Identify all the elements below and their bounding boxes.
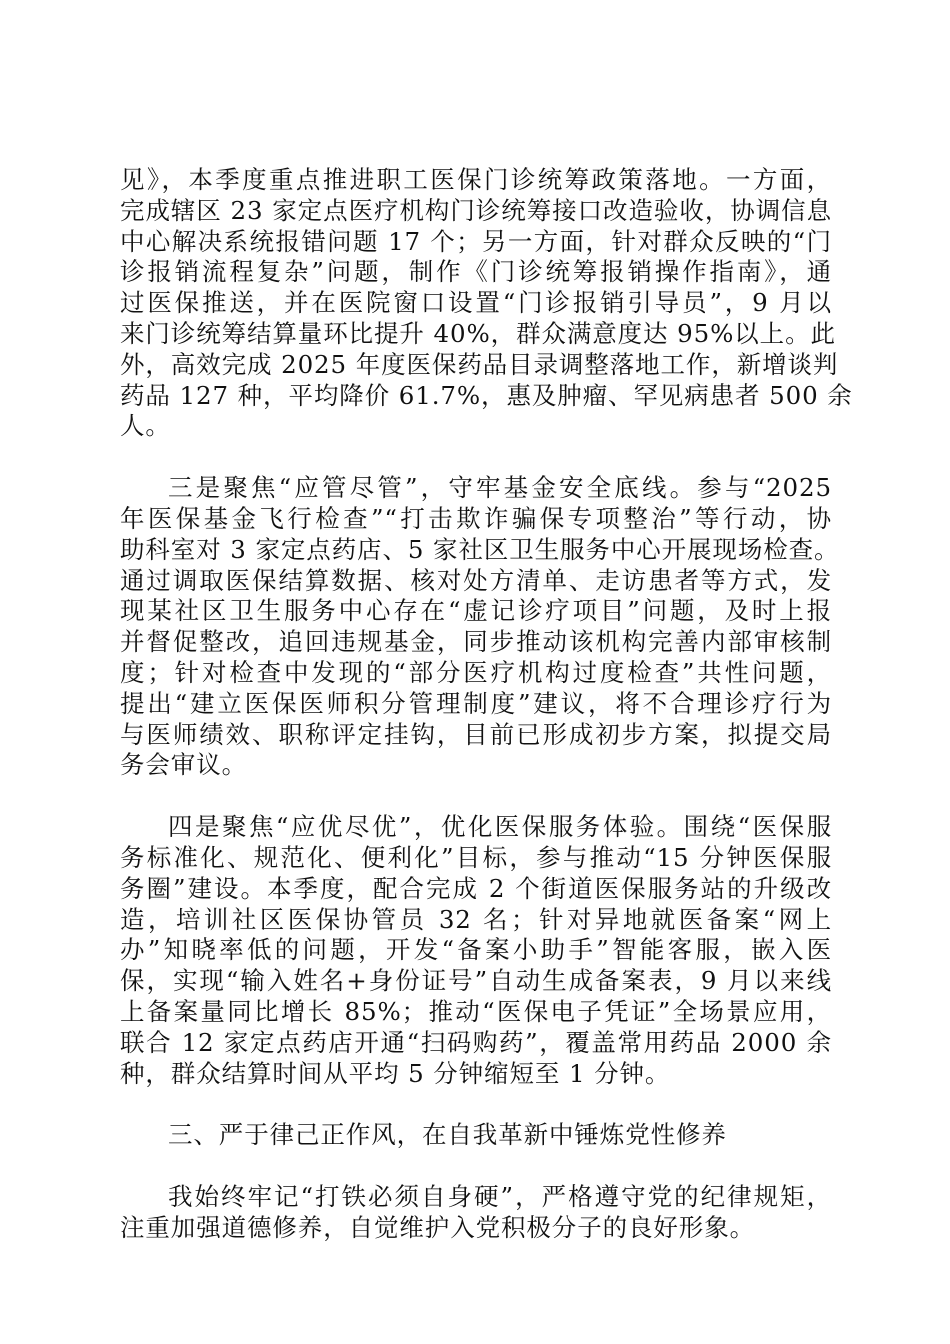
text-line: 办”知晓率低的问题，开发“备案小助手”智能客服，嵌入医 — [120, 935, 832, 965]
text-line: 与医师绩效、职称评定挂钩，目前已形成初步方案，拟提交局 — [120, 719, 832, 749]
paragraph-spacer — [120, 781, 832, 812]
paragraph-fund-safety — [120, 473, 840, 781]
text-line: 外，高效完成 2025 年度医保药品目录调整落地工作，新增谈判 — [120, 349, 839, 379]
document-body — [120, 165, 853, 1244]
section-heading — [120, 1120, 832, 1151]
text-line: 我始终牢记“打铁必须自身硬”，严格遵守党的纪律规矩， — [168, 1182, 832, 1212]
text-line: 联合 12 家定点药店开通“扫码购药”，覆盖常用药品 2000 余 — [120, 1027, 832, 1057]
text-line: 注重加强道德修养，自觉维护入党积极分子的良好形象。 — [120, 1212, 755, 1242]
text-line: 上备案量同比增长 85%；推动“医保电子凭证”全场景应用， — [120, 996, 832, 1026]
paragraph-medical-insurance-outpatient — [120, 165, 853, 442]
paragraph-spacer — [120, 442, 832, 473]
heading-text: 三、严于律己正作风，在自我革新中锤炼党性修养 — [168, 1120, 727, 1150]
text-line: 中心解决系统报错问题 17 个；另一方面，针对群众反映的“门 — [120, 226, 832, 256]
paragraph-self-discipline — [120, 1182, 832, 1244]
text-line: 药品 127 种，平均降价 61.7%，惠及肿瘤、罕见病患者 500 余 — [120, 380, 853, 410]
text-line: 通过调取医保结算数据、核对处方清单、走访患者等方式，发 — [120, 565, 832, 595]
text-line: 并督促整改，追回违规基金，同步推动该机构完善内部审核制 — [120, 627, 832, 657]
paragraph-spacer — [120, 1151, 832, 1182]
text-line: 务会审议。 — [120, 750, 247, 780]
text-line: 诊报销流程复杂”问题，制作《门诊统筹报销操作指南》，通 — [120, 257, 832, 287]
text-line: 完成辖区 23 家定点医疗机构门诊统筹接口改造验收，协调信息 — [120, 195, 832, 225]
text-line: 见》，本季度重点推进职工医保门诊统筹政策落地。一方面， — [120, 165, 832, 194]
text-line: 助科室对 3 家定点药店、5 家社区卫生服务中心开展现场检查。 — [120, 534, 840, 564]
text-line: 过医保推送，并在医院窗口设置“门诊报销引导员”，9 月以 — [120, 288, 832, 318]
text-line: 提出“建立医保医师积分管理制度”建议，将不合理诊疗行为 — [120, 688, 832, 718]
text-line: 来门诊统筹结算量环比提升 40%，群众满意度达 95%以上。此 — [120, 318, 836, 348]
text-line: 三是聚焦“应管尽管”，守牢基金安全底线。参与“2025 — [168, 473, 832, 503]
text-line: 年医保基金飞行检查”“打击欺诈骗保专项整治”等行动，协 — [120, 503, 832, 533]
paragraph-spacer — [120, 1089, 832, 1120]
text-line: 人。 — [120, 411, 171, 441]
paragraph-service-experience — [120, 812, 832, 1089]
text-line: 保，实现“输入姓名+身份证号”自动生成备案表，9 月以来线 — [120, 966, 832, 996]
text-line: 种，群众结算时间从平均 5 分钟缩短至 1 分钟。 — [120, 1058, 671, 1088]
text-line: 务标准化、规范化、便利化”目标，参与推动“15 分钟医保服 — [120, 842, 832, 872]
text-line: 度；针对检查中发现的“部分医疗机构过度检查”共性问题， — [120, 657, 832, 687]
text-line: 现某社区卫生服务中心存在“虚记诊疗项目”问题，及时上报 — [120, 596, 832, 626]
text-line: 四是聚焦“应优尽优”，优化医保服务体验。围绕“医保服 — [168, 812, 832, 842]
text-line: 务圈”建设。本季度，配合完成 2 个街道医保服务站的升级改 — [120, 873, 832, 903]
text-line: 造，培训社区医保协管员 32 名；针对异地就医备案“网上 — [120, 904, 832, 934]
